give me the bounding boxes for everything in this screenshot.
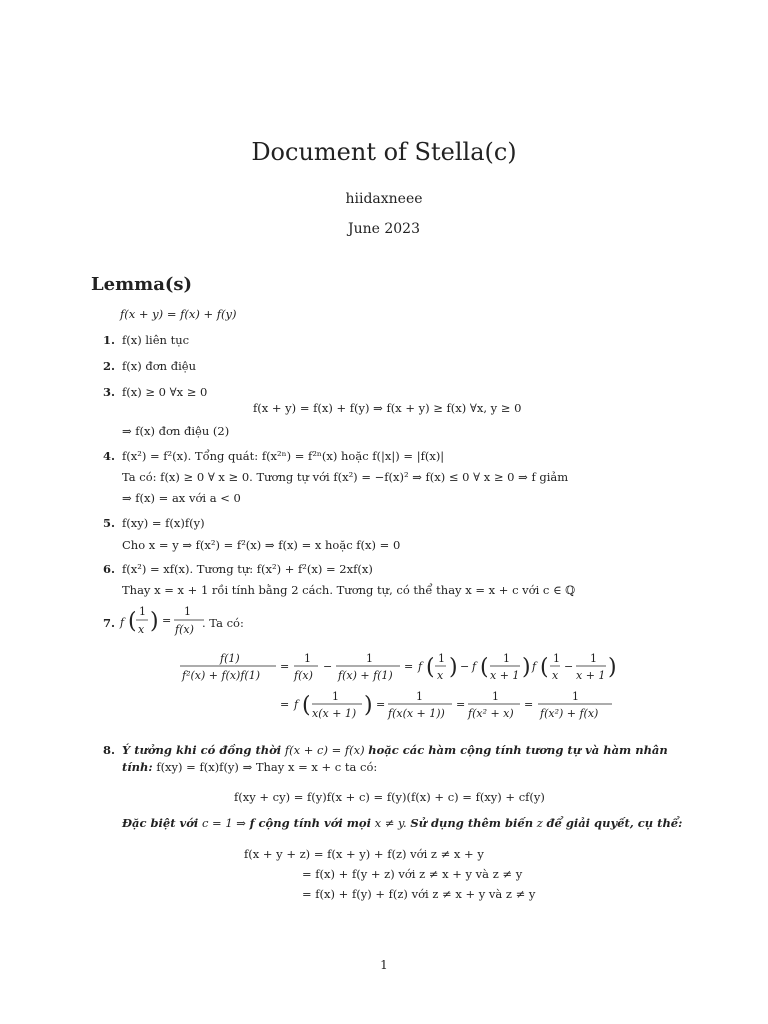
item-7-lead-formula — [118, 602, 268, 642]
item-number: 4. — [103, 449, 116, 463]
document-date: June 2023 — [347, 221, 420, 237]
svg-text:=: = — [456, 698, 466, 711]
item-text: Ta có: f(x) ≥ 0 ∀ x ≥ 0. Tương tự với f(x²) = −f(x)² ⇒ f(x) ≤ 0 ∀ x ≥ 0 ⇒ f giảm — [122, 470, 569, 484]
svg-text:): ) — [608, 655, 617, 680]
intro-equation: f(x + y) = f(x) + f(y) — [120, 307, 237, 321]
svg-text:(: ( — [426, 655, 435, 680]
svg-text:): ) — [150, 609, 159, 634]
item-text: f(xy) = f(x)f(y) — [122, 516, 205, 530]
item-text: Cho x = y ⇒ f(x²) = f²(x) ⇒ f(x) = x hoặc f(x) = 0 — [122, 538, 401, 552]
svg-text:1: 1 — [492, 690, 499, 703]
svg-text:1: 1 — [503, 652, 510, 665]
svg-text:x + 1: x + 1 — [490, 669, 520, 682]
special-text: Đặc biệt với — [122, 816, 199, 830]
svg-text:−: − — [323, 660, 333, 673]
svg-text:f: f — [532, 660, 537, 673]
special-text-2: f cộng tính với mọi — [249, 816, 371, 830]
svg-text:f: f — [294, 698, 299, 711]
svg-text:): ) — [449, 655, 458, 680]
svg-text:−: − — [460, 660, 470, 673]
display-equation: f(x + y) = f(x) + f(y) ⇒ f(x + y) ≥ f(x) ∀x, y ≥ 0 — [253, 401, 522, 415]
svg-text:(: ( — [128, 609, 137, 634]
svg-text:f: f — [418, 660, 423, 673]
item-text: Thay x = x + 1 rồi tính bằng 2 cách. Tương tự, có thể thay x = x + c với c ∈ ℚ — [122, 583, 576, 597]
item-text: ⇒ f(x) = ax với a < 0 — [122, 491, 241, 505]
svg-text:f(x(x + 1)): f(x(x + 1)) — [388, 707, 445, 720]
item-text: . Ta có: — [202, 616, 244, 630]
item-number: 3. — [103, 385, 116, 399]
svg-text:1: 1 — [572, 690, 579, 703]
svg-text:1: 1 — [366, 652, 373, 665]
item-number: 7. — [103, 616, 116, 630]
svg-text:1: 1 — [438, 652, 445, 665]
svg-text:1: 1 — [332, 690, 339, 703]
idea-formula: f(x + c) = f(x) — [284, 743, 365, 757]
svg-text:(: ( — [302, 693, 311, 718]
svg-text:f(x²) + f(x): f(x²) + f(x) — [540, 707, 599, 720]
item-conclusion: ⇒ f(x) đơn điệu (2) — [122, 424, 230, 438]
svg-text:(: ( — [540, 655, 549, 680]
special-variable: z — [536, 816, 543, 830]
svg-text:=: = — [524, 698, 534, 711]
item-text: f(x²) = xf(x). Tương tự: f(x²) + f²(x) = 2xf(x) — [122, 562, 373, 576]
special-formula: c = 1 ⇒ — [201, 816, 246, 830]
aligned-equation-line: f(x + y + z) = f(x + y) + f(z) với z ≠ x + y — [244, 847, 484, 861]
svg-text:1: 1 — [416, 690, 423, 703]
item-number: 1. — [103, 333, 116, 347]
idea-formula-2: f(xy) = f(x)f(y) ⇒ Thay x = x + c ta có: — [156, 760, 378, 774]
svg-text:x + 1: x + 1 — [576, 669, 606, 682]
section-heading: Lemma(s) — [91, 274, 193, 295]
special-text-3: Sử dụng thêm biến — [410, 816, 534, 830]
svg-text:=: = — [280, 698, 290, 711]
item-number: 2. — [103, 359, 116, 373]
item-text: f(x) liên tục — [122, 333, 190, 347]
item-text: f(x) đơn điệu — [122, 359, 196, 373]
idea-label: tính: — [122, 760, 153, 774]
item-number: 6. — [103, 562, 116, 576]
item-7-display-equation — [176, 646, 626, 726]
svg-text:=: = — [404, 660, 414, 673]
item-text: f(x) ≥ 0 ∀x ≥ 0 — [122, 385, 208, 399]
svg-text:1: 1 — [590, 652, 597, 665]
item-number: 8. — [103, 743, 116, 757]
aligned-equation-line: = f(x) + f(y + z) với z ≠ x + y và z ≠ y — [302, 867, 523, 881]
svg-text:f: f — [472, 660, 477, 673]
svg-text:1: 1 — [184, 605, 191, 618]
svg-text:−: − — [564, 660, 574, 673]
display-equation: f(xy + cy) = f(y)f(x + c) = f(y)(f(x) + c) = f(xy) + cf(y) — [234, 790, 545, 804]
idea-text-cont: hoặc các hàm cộng tính tương tự và hàm nhân — [368, 743, 668, 757]
svg-text:=: = — [162, 614, 172, 627]
svg-text:f²(x) + f(x)f(1): f²(x) + f(x)f(1) — [182, 669, 260, 682]
svg-text:1: 1 — [553, 652, 560, 665]
document-author: hiidaxneee — [345, 191, 423, 207]
aligned-equation-line: = f(x) + f(y) + f(z) với z ≠ x + y và z ≠ y — [302, 887, 536, 901]
svg-text:f(1): f(1) — [220, 652, 240, 665]
svg-text:x(x + 1): x(x + 1) — [312, 707, 357, 720]
svg-text:=: = — [280, 660, 290, 673]
svg-text:f(x² + x): f(x² + x) — [468, 707, 514, 720]
svg-text:f(x): f(x) — [294, 669, 313, 682]
special-formula-2: x ≠ y. — [374, 816, 407, 830]
special-text-4: để giải quyết, cụ thể: — [546, 816, 683, 830]
svg-text:1: 1 — [139, 605, 146, 618]
svg-text:(: ( — [480, 655, 489, 680]
page-number: 1 — [380, 958, 388, 972]
svg-text:): ) — [522, 655, 531, 680]
svg-text:=: = — [376, 698, 386, 711]
svg-text:x: x — [138, 623, 145, 636]
svg-text:x: x — [552, 669, 559, 682]
document-title: Document of Stella(c) — [251, 138, 517, 166]
svg-text:x: x — [437, 669, 444, 682]
svg-text:): ) — [364, 693, 373, 718]
svg-text:1: 1 — [304, 652, 311, 665]
svg-text:f: f — [120, 616, 125, 629]
svg-text:f(x) + f(1): f(x) + f(1) — [338, 669, 393, 682]
item-number: 5. — [103, 516, 116, 530]
idea-text: Ý tưởng khi có đồng thời — [122, 743, 282, 757]
item-text: f(x²) = f²(x). Tổng quát: f(x²ⁿ) = f²ⁿ(x) hoặc f(|x|) = |f(x)| — [122, 449, 445, 463]
svg-text:f(x): f(x) — [175, 623, 194, 636]
